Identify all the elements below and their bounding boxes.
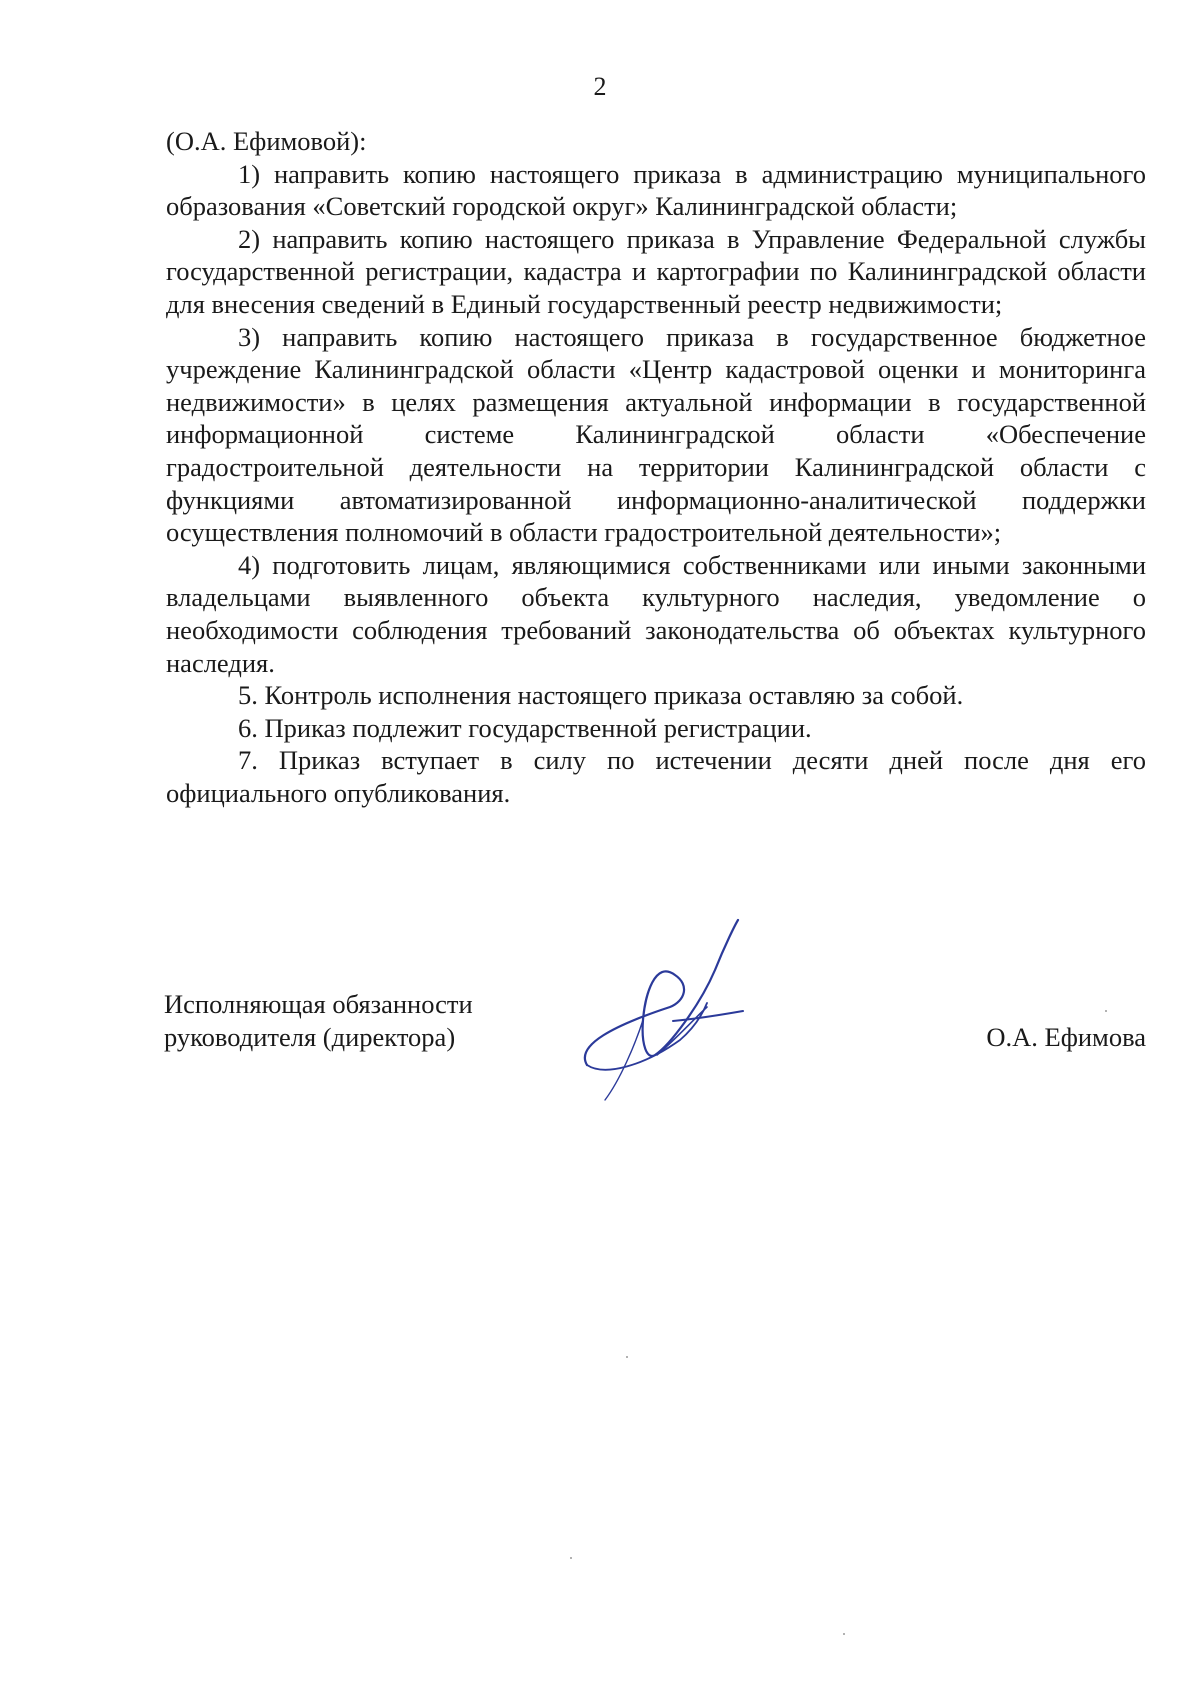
- page-number: 2: [593, 72, 607, 101]
- signer-position-line-2: руководителя (директора): [164, 1022, 456, 1052]
- document-body: [166, 125, 1146, 809]
- paragraph-clause-6: 6. Приказ подлежит государственной регистрации.: [238, 712, 812, 743]
- scan-speck: [843, 1633, 845, 1635]
- scan-speck: [626, 1356, 628, 1358]
- paragraph-clause-5: 5. Контроль исполнения настоящего приказа оставляю за собой.: [238, 680, 964, 711]
- signer-position-line-1: Исполняющая обязанности: [164, 989, 473, 1019]
- paragraph-item-2: 2) направить копию настоящего приказа в Управление Федеральной службы государственной регистрации, кадастра и картографии по Калининградской области для внесения сведений в Единый государственный реестр недвижимости;: [166, 223, 1146, 319]
- handwritten-signature: [575, 915, 785, 1105]
- signer-position: [164, 988, 473, 1054]
- paragraph-clause-7: 7. Приказ вступает в силу по истечении десяти дней после дня его официального опубликования.: [166, 745, 1146, 808]
- scan-speck: [1105, 1010, 1107, 1012]
- paragraph-item-1: 1) направить копию настоящего приказа в администрацию муниципального образования «Советский городской округ» Калининградской области;: [166, 158, 1146, 222]
- signer-name: О.А. Ефимова: [986, 1022, 1146, 1052]
- scan-speck: [570, 1557, 572, 1559]
- paragraph-item-3: 3) направить копию настоящего приказа в государственное бюджетное учреждение Калининградской области «Центр кадастровой оценки и мониторинга недвижимости» в целях размещения актуальной информации в государственной информационной системе Калининградской области «Обеспечение градостроительной деятельности на территории Калининградской области с функциями автоматизированной информационно-аналитической поддержки осуществления полномочий в области градостроительной деятельности»;: [166, 321, 1146, 548]
- paragraph-item-4: 4) подготовить лицам, являющимися собственниками или иными законными владельцами выявленного объекта культурного наследия, уведомление о необходимости соблюдения требований законодательства об объектах культурного наследия.: [166, 549, 1146, 678]
- paragraph-intro: (О.А. Ефимовой):: [166, 126, 367, 156]
